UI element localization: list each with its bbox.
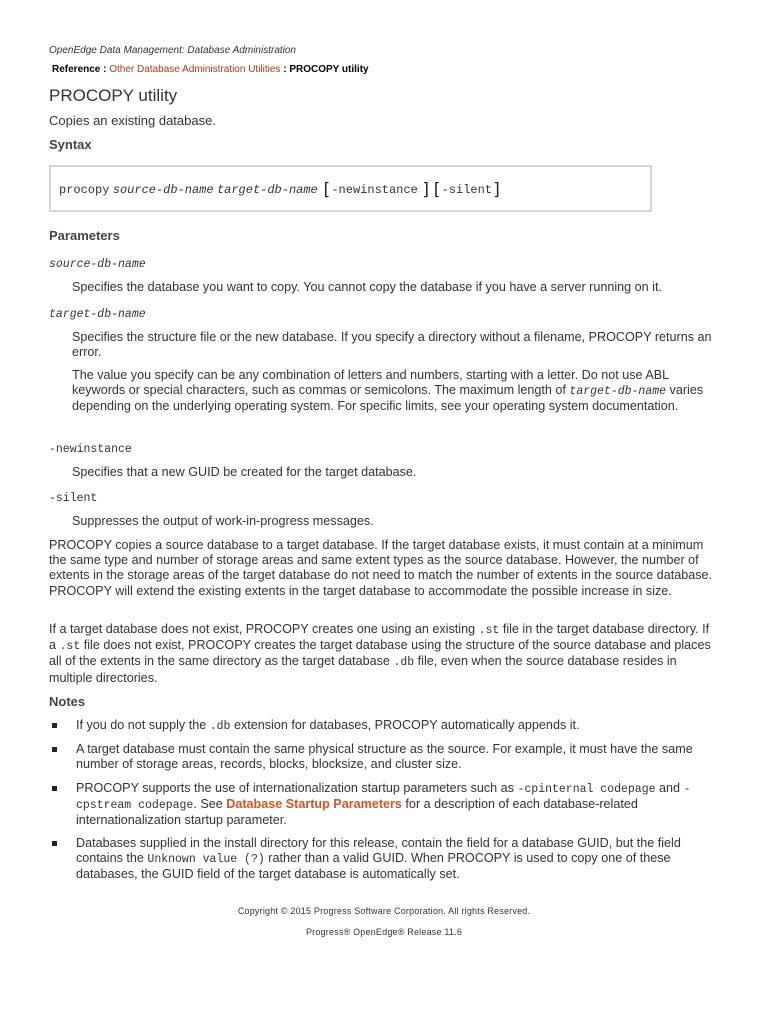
paragraph-text: file, even when the source database resides in multiple directories.: [49, 654, 677, 685]
note-item: [49, 742, 717, 772]
note-code: -cpinternal codepage: [517, 783, 656, 796]
breadcrumb-separator: :: [280, 64, 290, 75]
footer-copyright: Copyright © 2015 Progress Software Corporation. All rights Reserved.: [237, 906, 531, 916]
note-code: Unknown value (?): [147, 853, 265, 867]
param-term-target-db-name: target-db-name: [49, 308, 146, 321]
paragraph-code: .st: [59, 640, 81, 654]
syntax-arg-target: target-db-name: [216, 183, 318, 197]
param-def-silent: Suppresses the output of work-in-progress messages.: [72, 514, 374, 528]
note-item: [49, 836, 717, 883]
param-def-target-db-name: Specifies the structure file or the new database. If you specify a directory without a filename, PROCOPY returns an error.: [72, 330, 712, 359]
note-text: [76, 836, 717, 883]
syntax-option-newinstance: -newinstance: [331, 183, 418, 197]
param-def-code: target-db-name: [569, 385, 667, 398]
note-text: A target database must contain the same physical structure as the source. For example, it must have the same number of storage areas, records, blocks, blocksize, and cluster size.: [76, 742, 693, 772]
syntax-bracket-open: [: [321, 180, 332, 200]
breadcrumb-link-utilities[interactable]: Other Database Administration Utilities: [109, 64, 281, 75]
note-text-part: Databases supplied in the install directory for this release, contain the field for a database GUID, but the field contains the: [76, 836, 681, 866]
paragraph-code: .st: [478, 624, 500, 637]
note-item: [49, 718, 717, 734]
param-def-newinstance: Specifies that a new GUID be created for the target database.: [72, 465, 417, 479]
note-text-part: extension for databases, PROCOPY automatically appends it.: [230, 718, 580, 732]
paragraph-code: .db: [393, 656, 415, 670]
paragraph-text: file in the target database directory. If a: [49, 622, 710, 653]
syntax-heading: Syntax: [49, 137, 92, 152]
note-text-part: and: [655, 781, 684, 795]
bullet-icon: [52, 723, 57, 728]
note-text: [76, 718, 717, 734]
note-text-part: . See: [193, 797, 227, 812]
note-text-part: PROCOPY supports the use of internationalization startup parameters such as: [76, 781, 518, 795]
document-title: OpenEdge Data Management: Database Administration: [49, 45, 296, 56]
note-code: .db: [209, 720, 231, 733]
param-def-target-db-name-detail: [72, 368, 712, 414]
page-title: PROCOPY utility: [49, 86, 178, 105]
syntax-arg-source: source-db-name: [112, 183, 214, 197]
syntax-bracket-close: ]: [421, 180, 432, 200]
param-term-newinstance: -newinstance: [49, 443, 132, 456]
body-paragraph-2: [49, 622, 717, 686]
body-paragraph-1: PROCOPY copies a source database to a target database. If the target database exists, it must contain at a minimum the same type and number of storage areas and same extent types as the source database. However, the number of extents in the storage areas of the target database do not need to match the number of extents in the source database. PROCOPY will extend the existing extents in the target database to accommodate the possible increase in size.: [49, 538, 713, 598]
note-code: -cpstream codepage: [76, 783, 691, 813]
footer-release: Progress® OpenEdge® Release 11.6: [305, 927, 463, 937]
parameters-heading: Parameters: [49, 228, 120, 243]
syntax-box: [49, 165, 652, 212]
database-startup-parameters-link[interactable]: Database Startup Parameters: [226, 797, 402, 812]
note-text-part: If you do not supply the: [76, 718, 210, 732]
bullet-icon: [52, 786, 57, 791]
note-text-part: for a description of each database-related internationalization startup parameter.: [76, 797, 638, 828]
note-item: [49, 781, 717, 829]
syntax-option-silent: -silent: [441, 183, 493, 197]
param-term-silent: -silent: [49, 492, 98, 505]
breadcrumb-current: PROCOPY utility: [289, 64, 369, 75]
breadcrumb: [52, 64, 369, 75]
bullet-icon: [52, 747, 57, 752]
note-text-part: rather than a valid GUID. When PROCOPY is used to copy one of these databases, the GUID field of the target database is automatically set.: [76, 851, 671, 882]
note-text: [76, 781, 717, 829]
param-def-text: The value you specify can be any combination of letters and numbers, starting with a letter. Do not use ABL keywords or special characters, such as commas or semicolons. The maximum length of: [72, 368, 669, 397]
paragraph-text: If a target database does not exist, PROCOPY creates one using an existing: [49, 622, 479, 636]
param-def-text: varies depending on the underlying operating system. For specific limits, see your operating system documentation.: [72, 383, 704, 413]
breadcrumb-prefix: Reference: [52, 64, 101, 75]
page-description: Copies an existing database.: [49, 113, 216, 128]
notes-heading: Notes: [49, 694, 86, 709]
syntax-command: procopy: [59, 183, 110, 197]
syntax-bracket-open: [: [431, 180, 442, 200]
param-term-source-db-name: source-db-name: [49, 258, 146, 271]
bullet-icon: [52, 841, 57, 846]
breadcrumb-separator: :: [100, 64, 110, 75]
syntax-line: [59, 180, 502, 200]
syntax-bracket-close: ]: [492, 180, 503, 200]
param-def-source-db-name: Specifies the database you want to copy. You cannot copy the database if you have a server running on it.: [72, 280, 662, 294]
paragraph-text: file does not exist, PROCOPY creates the target database using the structure of the source database and places all of the extents in the same directory as the target database: [49, 638, 711, 669]
